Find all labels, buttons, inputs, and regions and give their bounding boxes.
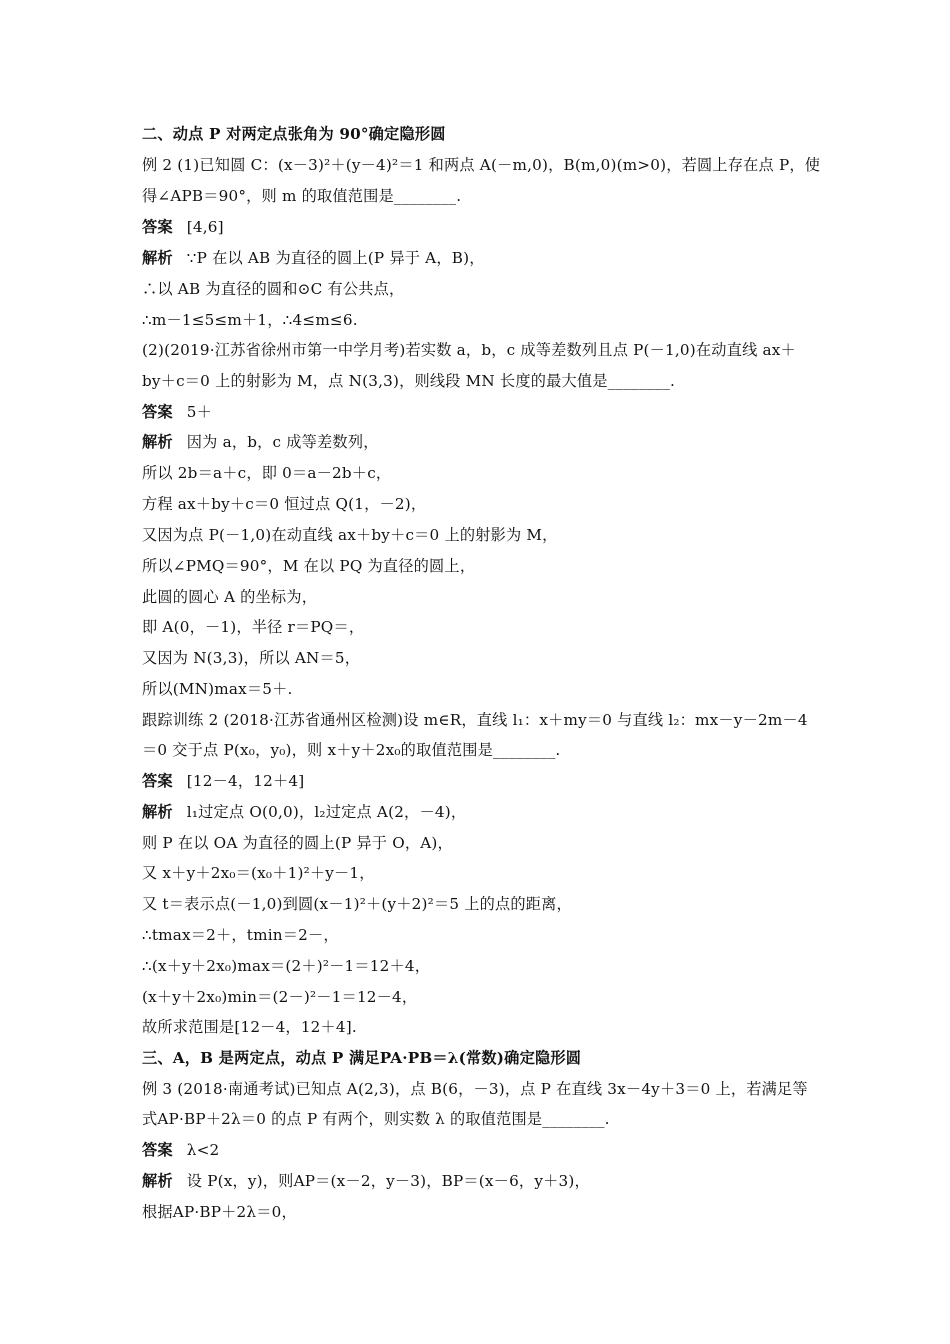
doc-line bbox=[142, 617, 812, 637]
doc-line bbox=[142, 1202, 812, 1222]
line-text: 二、动点 P 对两定点张角为 90°确定隐形圆 bbox=[142, 125, 446, 143]
line-text: 故所求范围是[12－4，12＋4]. bbox=[142, 1018, 357, 1036]
doc-line bbox=[142, 710, 812, 730]
line-text: 又因为点 P(－1,0)在动直线 ax＋by＋c＝0 上的射影为 M， bbox=[142, 526, 558, 544]
line-text: 根据AP·BP＋2λ＝0， bbox=[142, 1203, 297, 1221]
doc-line bbox=[142, 371, 812, 391]
doc-line bbox=[142, 248, 812, 268]
doc-line bbox=[142, 740, 812, 760]
line-text: 所以 2b＝a＋c，即 0＝a－2b＋c， bbox=[142, 464, 392, 482]
doc-line bbox=[142, 186, 812, 206]
line-text: 又 x＋y＋2x₀＝(x₀＋1)²＋y－1， bbox=[142, 864, 375, 882]
line-label: 解析 bbox=[142, 433, 173, 451]
doc-line bbox=[142, 1079, 812, 1099]
line-text: ∴tmax＝2＋，tmin＝2－， bbox=[142, 926, 339, 944]
line-text: ∴(x＋y＋2x₀)max＝(2＋)²－1＝12＋4， bbox=[142, 957, 431, 975]
doc-line bbox=[142, 155, 821, 175]
line-text: by＋c＝0 上的射影为 M，点 N(3,3)，则线段 MN 长度的最大值是________. bbox=[142, 372, 676, 390]
doc-line bbox=[142, 1109, 812, 1129]
line-text: 因为 a，b，c 成等差数列， bbox=[186, 433, 379, 451]
line-text: 得∠APB＝90°，则 m 的取值范围是________. bbox=[142, 187, 462, 205]
doc-line bbox=[142, 217, 812, 237]
line-text: 式AP·BP＋2λ＝0 的点 P 有两个，则实数 λ 的取值范围是________. bbox=[142, 1110, 610, 1128]
doc-line bbox=[142, 956, 812, 976]
line-text: 即 A(0，－1)，半径 r＝PQ＝， bbox=[142, 618, 365, 636]
line-text: 此圆的圆心 A 的坐标为， bbox=[142, 588, 318, 606]
line-label: 答案 bbox=[142, 218, 173, 236]
line-text: (x＋y＋2x₀)min＝(2－)²－1＝12－4， bbox=[142, 988, 418, 1006]
doc-line bbox=[142, 925, 812, 945]
line-label: 解析 bbox=[142, 803, 173, 821]
line-text: 又因为 N(3,3)，所以 AN＝5， bbox=[142, 649, 361, 667]
line-text: l₁过定点 O(0,0)，l₂过定点 A(2，－4)， bbox=[186, 803, 467, 821]
line-label: 解析 bbox=[142, 249, 173, 267]
doc-line bbox=[142, 432, 812, 452]
line-label: 答案 bbox=[142, 1141, 173, 1159]
line-text: [4,6] bbox=[186, 218, 224, 236]
line-text: 例 3 (2018·南通考试)已知点 A(2,3)，点 B(6，－3)，点 P 在直线 3x－4y＋3＝0 上，若满足等 bbox=[142, 1080, 808, 1098]
doc-line bbox=[142, 1048, 812, 1068]
line-text: λ<2 bbox=[186, 1141, 220, 1159]
line-text: ∵P 在以 AB 为直径的圆上(P 异于 A，B)， bbox=[186, 249, 485, 267]
line-text: 例 2 (1)已知圆 C：(x－3)²＋(y－4)²＝1 和两点 A(－m,0)，B(m,0)(m>0)，若圆上存在点 P，使 bbox=[142, 156, 821, 174]
doc-line bbox=[142, 587, 812, 607]
doc-line bbox=[142, 987, 812, 1007]
doc-line bbox=[142, 863, 812, 883]
line-text: ＝0 交于点 P(x₀，y₀)，则 x＋y＋2x₀的取值范围是________. bbox=[142, 741, 561, 759]
doc-line bbox=[142, 124, 812, 144]
doc-line bbox=[142, 894, 812, 914]
line-text: 5＋ bbox=[186, 403, 213, 421]
line-text: 则 P 在以 OA 为直径的圆上(P 异于 O，A)， bbox=[142, 834, 453, 852]
doc-line bbox=[142, 279, 812, 299]
doc-line bbox=[142, 1140, 812, 1160]
doc-line bbox=[142, 340, 812, 360]
doc-line bbox=[142, 679, 812, 699]
line-label: 答案 bbox=[142, 403, 173, 421]
line-text: 三、A，B 是两定点，动点 P 满足PA·PB＝λ(常数)确定隐形圆 bbox=[142, 1049, 582, 1067]
doc-line bbox=[142, 494, 812, 514]
line-text: ∴m－1≤5≤m＋1，∴4≤m≤6. bbox=[142, 311, 358, 329]
line-text: 跟踪训练 2 (2018·江苏省通州区检测)设 m∈R，直线 l₁：x＋my＝0 与直线 l₂：mx－y－2m－4 bbox=[142, 711, 808, 729]
line-text: ∴以 AB 为直径的圆和⊙C 有公共点， bbox=[142, 280, 405, 298]
doc-line bbox=[142, 833, 812, 853]
doc-line bbox=[142, 1171, 812, 1191]
line-label: 答案 bbox=[142, 772, 173, 790]
line-label: 解析 bbox=[142, 1172, 173, 1190]
doc-line bbox=[142, 463, 812, 483]
doc-line bbox=[142, 310, 812, 330]
line-text: (2)(2019·江苏省徐州市第一中学月考)若实数 a，b，c 成等差数列且点 P(－1,0)在动直线 ax＋ bbox=[142, 341, 796, 359]
line-text: 所以∠PMQ＝90°，M 在以 PQ 为直径的圆上， bbox=[142, 557, 476, 575]
line-text: [12－4，12＋4] bbox=[186, 772, 305, 790]
doc-line bbox=[142, 648, 812, 668]
line-text: 方程 ax＋by＋c＝0 恒过点 Q(1，－2)， bbox=[142, 495, 427, 513]
doc-line bbox=[142, 802, 812, 822]
doc-line bbox=[142, 1017, 812, 1037]
doc-line bbox=[142, 771, 812, 791]
doc-line bbox=[142, 402, 812, 422]
line-text: 又 t＝表示点(－1,0)到圆(x－1)²＋(y＋2)²＝5 上的点的距离， bbox=[142, 895, 572, 913]
line-text: 所以(MN)max＝5＋. bbox=[142, 680, 293, 698]
doc-line bbox=[142, 525, 812, 545]
line-text: 设 P(x，y)，则AP＝(x－2，y－3)，BP＝(x－6，y＋3)， bbox=[186, 1172, 590, 1190]
doc-line bbox=[142, 556, 812, 576]
